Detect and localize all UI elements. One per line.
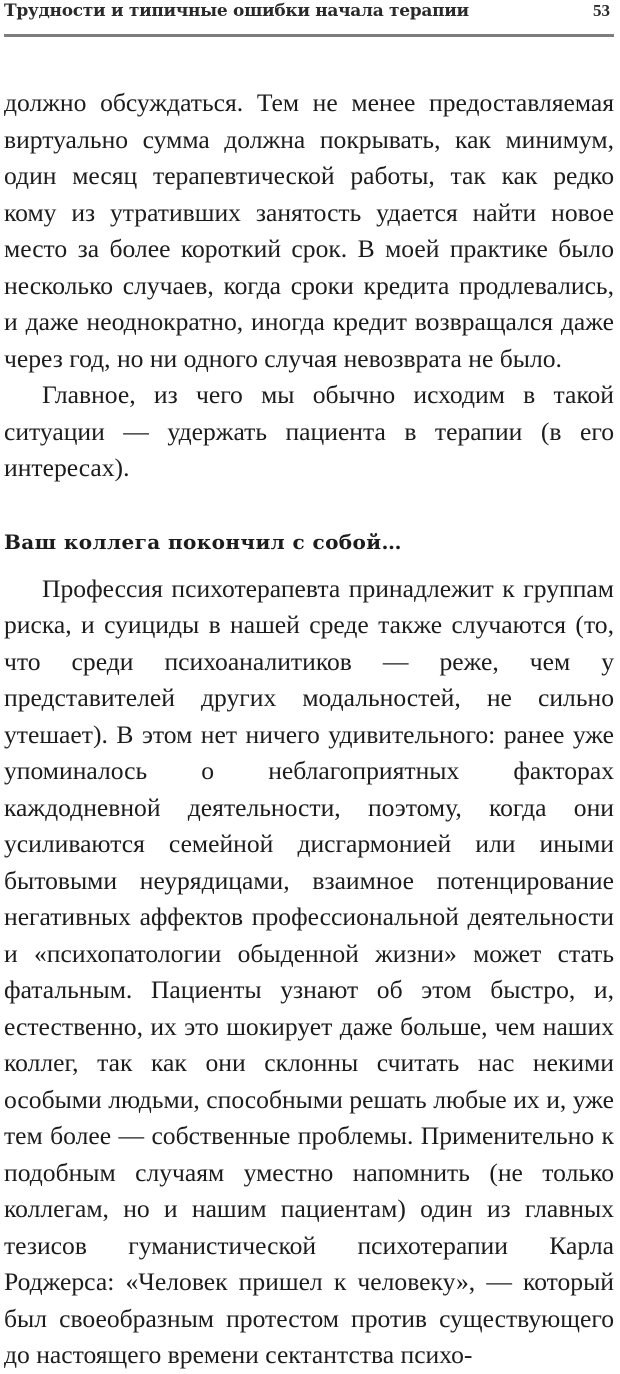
body-text <box>4 85 614 1374</box>
paragraph-continued: должно обсуждаться. Тем не менее предоставляемая виртуально сумма должна покрывать, как минимум, один месяц терапевтической работы, так как редко кому из утративших занятость удается найти новое место за более короткий срок. В моей практике было несколько случаев, когда сроки кредита продлевались, и даже неоднократно, иногда кредит возвращался даже через год, но ни одного случая невозврата не было. <box>4 88 614 373</box>
section-heading: Ваш коллега покончил с собой… <box>4 529 402 554</box>
paragraph: Профессия психотерапевта принадлежит к группам риска, и суициды в нашей среде также случаются (то, что среди психоаналитиков — реже, чем у представителей других модальностей, не сильно утешает). В этом нет ничего удивительного: ранее уже упоминалось о неблагоприятных факторах каждодневной деятельности, поэтому, когда они усиливаются семейной дисгармонией или иными бытовыми неурядицами, взаимное потенцирование негативных аффектов профессиональной деятельности и «психопатологии обыденной жизни» может стать фатальным. Пациенты узнают об этом быстро, и, естественно, их это шокирует даже больше, чем наших коллег, так как они склонны считать нас некими особыми людьми, способными решать любые их и, уже тем более — собственные проблемы. Применительно к подобным случаям уместно напомнить (не только коллегам, но и нашим пациентам) один из главных тезисов гуманистической психотерапии Карла Роджерса: «Человек пришел к человеку», — который был своеобразным протестом против существующего до настоящего времени сектантства психо- <box>4 573 614 1369</box>
running-title: Трудности и типичные ошибки начала терапии <box>4 1 469 21</box>
page-number: 53 <box>593 1 610 20</box>
paragraph: Главное, из чего мы обычно исходим в такой ситуации — удержать пациента в терапии (в его интересах). <box>4 380 614 482</box>
running-header <box>4 0 614 37</box>
